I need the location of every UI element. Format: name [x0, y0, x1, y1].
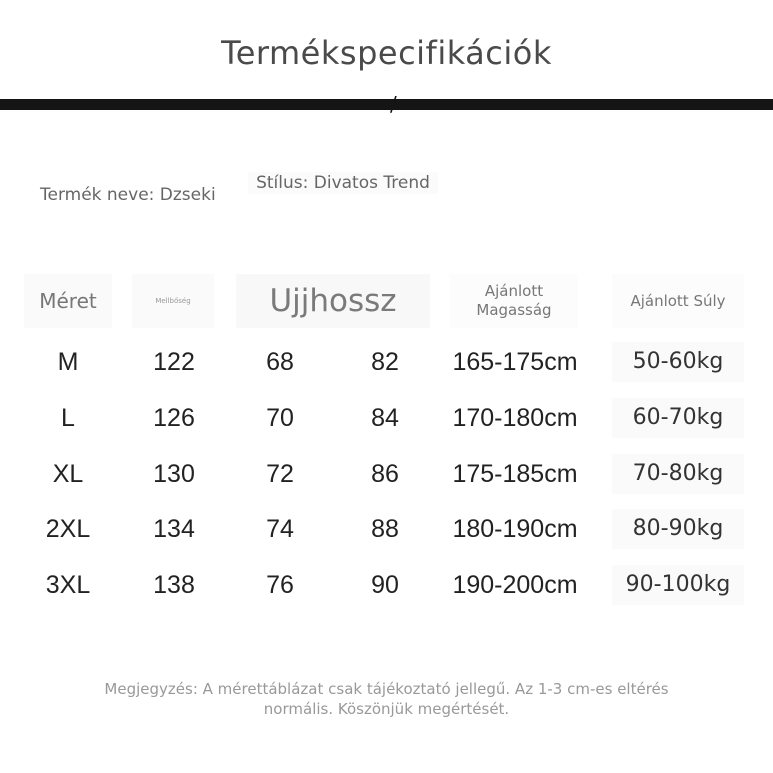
- cell-value: 86: [371, 460, 399, 488]
- cell-value: 88: [371, 515, 399, 543]
- table-row: [0, 565, 773, 605]
- page-title: Termékspecifikációk: [221, 34, 552, 72]
- cell-weight: 90-100kg: [612, 565, 744, 605]
- cell-size: 3XL: [45, 571, 91, 599]
- cell-sleeve: 74: [266, 515, 294, 543]
- cell-weight: 70-80kg: [612, 454, 744, 494]
- header-weight: Ajánlott Súly: [612, 274, 744, 328]
- cell-weight: 80-90kg: [612, 509, 744, 549]
- cell-bust: 122: [153, 348, 195, 376]
- cell-sleeve: 70: [266, 404, 294, 432]
- cell-height: 190-200cm: [452, 571, 578, 599]
- header-height: Ajánlott Magasság: [450, 274, 578, 328]
- cell-value: 84: [371, 404, 399, 432]
- table-row: [0, 509, 773, 549]
- cell-size: M: [57, 348, 79, 376]
- header-sleeve: Ujjhossz: [236, 274, 430, 328]
- cell-weight: 50-60kg: [612, 342, 744, 382]
- product-name: Termék neve: Dzseki: [40, 185, 216, 205]
- cell-weight: 60-70kg: [612, 398, 744, 438]
- cell-value: 82: [371, 348, 399, 376]
- title-divider: [0, 99, 773, 110]
- header-bust: Mellbőség: [132, 274, 214, 328]
- cell-size: L: [61, 404, 75, 432]
- cell-sleeve: 68: [266, 348, 294, 376]
- table-row: [0, 342, 773, 382]
- cell-height: 175-185cm: [452, 460, 578, 488]
- cell-sleeve: 72: [266, 460, 294, 488]
- cell-value: 90: [371, 571, 399, 599]
- cell-height: 165-175cm: [452, 348, 578, 376]
- cell-bust: 134: [153, 515, 195, 543]
- cell-height: 170-180cm: [452, 404, 578, 432]
- table-row: [0, 398, 773, 438]
- divider-mark: /: [390, 92, 397, 116]
- cell-sleeve: 76: [266, 571, 294, 599]
- header-size: Méret: [24, 274, 112, 328]
- table-row: [0, 454, 773, 494]
- cell-size: 2XL: [45, 515, 91, 543]
- cell-size: XL: [52, 460, 84, 488]
- cell-bust: 138: [153, 571, 195, 599]
- product-style: Stílus: Divatos Trend: [248, 172, 438, 194]
- cell-height: 180-190cm: [452, 515, 578, 543]
- cell-bust: 130: [153, 460, 195, 488]
- cell-bust: 126: [153, 404, 195, 432]
- disclaimer-note: Megjegyzés: A mérettáblázat csak tájékoztató jellegű. Az 1-3 cm-es eltérés normális. Köszönjük megértését.: [104, 680, 669, 718]
